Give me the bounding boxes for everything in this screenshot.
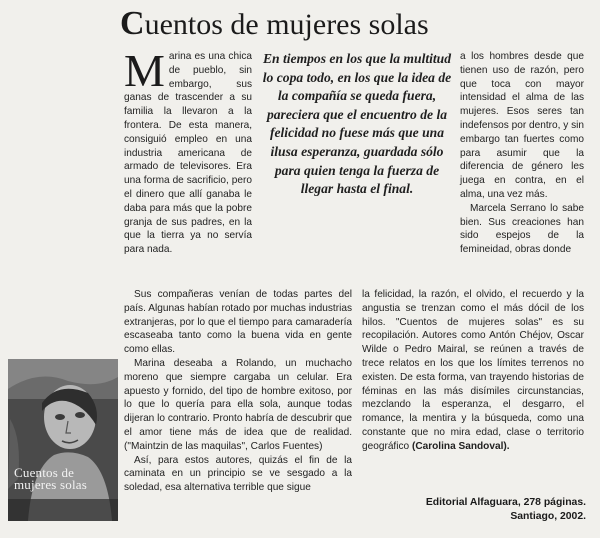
- middle-paragraph-3: Así, para estos autores, quizás el fin de la caminata en un principio se ve sesgado a la soledad, esa alternativa terrible que sigue: [124, 454, 352, 494]
- right-bottom-text: la felicidad, la razón, el olvido, el recuerdo y la angustia se trenzan como el más dócil de los hilos. "Cuentos de mujeres solas" es su recopilación. Autores como Antón Chéjov, Oscar Wilde o Pedro Mairal, se reúnen a través de trece relatos en los que los límites terrenos no existen. De esta forma, van trayendo historias de féminas en las más disímiles circunstancias, mezclando la esperanza, el desgarro, el romance, la mentira y la búsqueda, como una constante que no mira edad, clase o territorio geográfico: [362, 289, 584, 452]
- headline-rest: uentos de mujeres solas: [144, 8, 429, 41]
- article-headline: [120, 6, 540, 43]
- middle-column: [124, 288, 352, 495]
- drop-cap: M: [124, 45, 165, 96]
- publisher-info: [366, 496, 586, 524]
- intro-text: arina es una chica de pueblo, sin embargo, sus ganas de trascender a su familia la llevaron a la frontera. De esta manera, consiguió empleo en una industria americana de armado de televisores. Era una forma de sacrificio, pero el dinero que allí ganaba le daba para más que la pobre granja de sus padres, en la que la tierra ya no servía para nada.: [124, 51, 252, 256]
- author-signature: (Carolina Sandoval).: [411, 440, 510, 452]
- publisher-line-1: Editorial Alfaguara, 278 páginas.: [425, 497, 586, 508]
- book-cover-image: [8, 359, 118, 521]
- book-cover-title: [14, 467, 114, 491]
- right-column-bottom: [362, 288, 584, 454]
- right-column-top: [460, 50, 584, 257]
- pull-quote: En tiempos en los que la multitud lo copa todo, en los que la idea de la compañía se queda fuera, pareciera que el encuentro de la felicidad no fuese más que una ilusa esperanza, guardada sólo para quien tenga la fuerza de llegar hasta el final.: [262, 51, 452, 197]
- middle-paragraph-1: Sus compañeras venían de todas partes del país. Algunas habían rotado por muchas industrias extranjeras, por lo que el tiempo para camaradería escaseaba tanto como la buena vida en gente como ellas.: [124, 289, 352, 356]
- right-column-paragraph-1: a los hombres desde que tienen uso de razón, pero que toca con mayor intensidad el alma de las mujeres. Esos seres tan indefensos por dentro, y sin embargo tan fuertes como para asumir que la diferencia de género les juega en contra, en el alma, una vez más.: [460, 51, 585, 200]
- cover-title-line-1: Cuentos de: [14, 465, 75, 480]
- cover-title-line-2: mujeres solas: [14, 477, 88, 492]
- middle-paragraph-2: Marina deseaba a Rolando, un muchacho moreno que siempre cargaba un celular. Era apuesto y fornido, del tipo de hombre exitoso, por lo que lo quería para ella sola, aunque todas dijeran lo contrario. Pronto habría de descubrir que el amor tiene más de idea que de realidad. ("Maintzin de las maquilas", Carlos Fuentes): [124, 357, 352, 452]
- publisher-line-2: Santiago, 2002.: [510, 511, 586, 522]
- book-cover-illustration: [8, 359, 118, 521]
- right-column-paragraph-2: Marcela Serrano lo sabe bien. Sus creaciones han sido espejos de la femineidad, obras donde: [460, 202, 584, 256]
- headline-initial: C: [120, 5, 145, 42]
- intro-column: [124, 45, 252, 257]
